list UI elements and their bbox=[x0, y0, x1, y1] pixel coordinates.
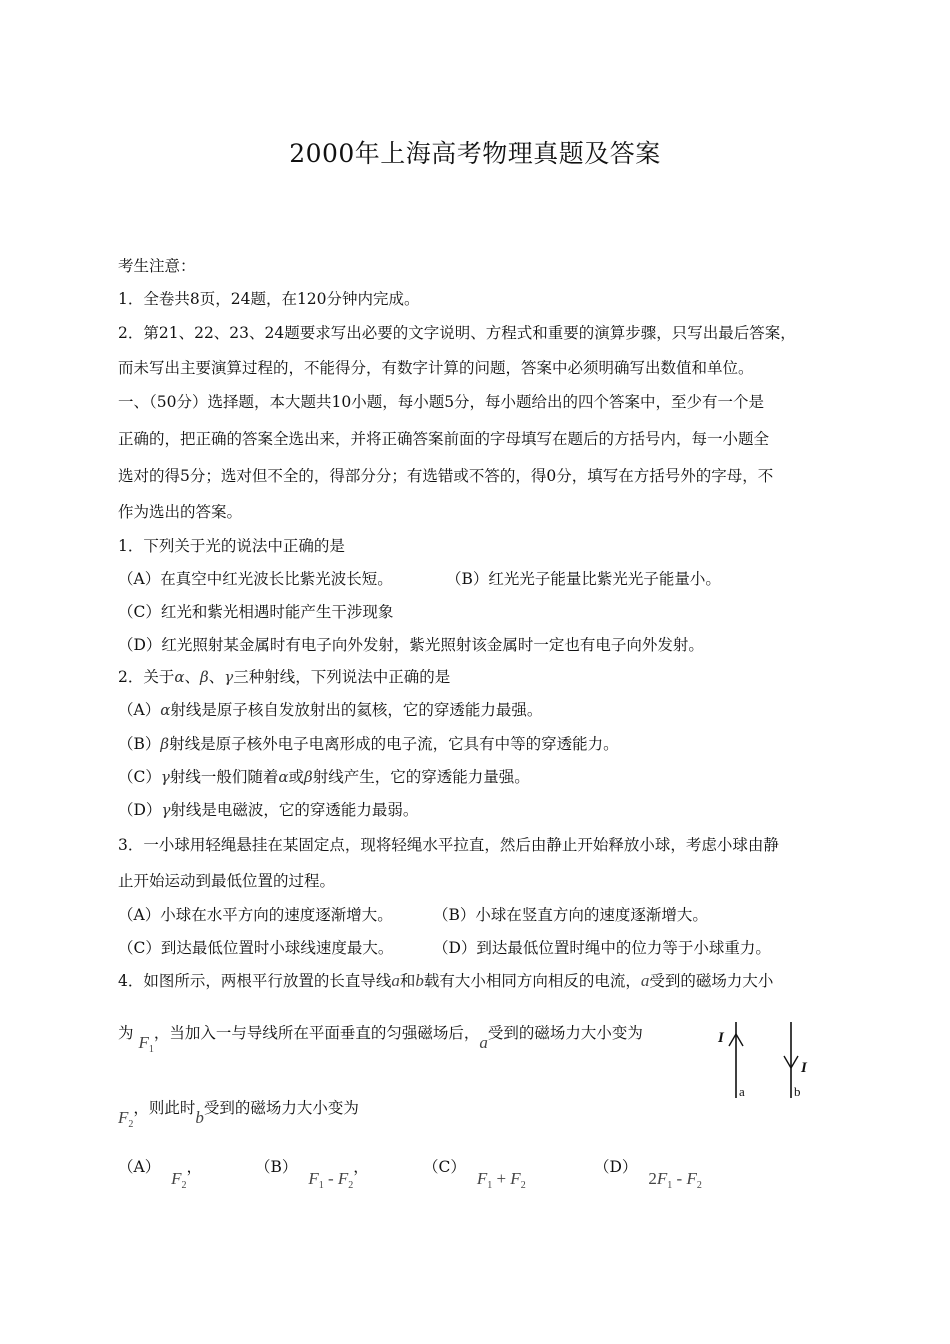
q2-b-text: 射线是原子核外电子电离形成的电子流，它具有中等的穿透能力。 bbox=[169, 735, 619, 753]
minus-sign: - bbox=[323, 1169, 338, 1188]
q2-stem-pre: 2．关于 bbox=[118, 668, 175, 686]
q4-line3-mid: ，则此时 bbox=[133, 1099, 196, 1117]
q2-a-text: 射线是原子核自发放射出的氦核，它的穿透能力最强。 bbox=[170, 701, 543, 719]
q4-line3-post: 受到的磁场力大小变为 bbox=[203, 1099, 359, 1117]
q4-line2-mid: ，当加入一与导线所在平面垂直的匀强磁场后， bbox=[153, 1024, 480, 1042]
q2-stem bbox=[118, 666, 450, 688]
minus-sign: - bbox=[672, 1169, 687, 1188]
expr-f2 bbox=[171, 1169, 187, 1191]
q2-b-label: （B） bbox=[118, 735, 161, 753]
wire-label-a: a bbox=[739, 1084, 745, 1099]
q4-stem-1 bbox=[118, 970, 773, 992]
beta-symbol: β bbox=[304, 768, 313, 786]
q1-option-b: （B）红光光子能量比紫光光子能量小。 bbox=[446, 570, 721, 588]
q4-option-b bbox=[255, 1156, 369, 1191]
var-b: b bbox=[415, 971, 424, 990]
page-title: 2000年上海高考物理真题及答案 bbox=[289, 139, 661, 168]
alpha-symbol: α bbox=[160, 701, 171, 719]
wire-label-b: b bbox=[794, 1084, 801, 1099]
q3-stem-1: 3．一小球用轻绳悬挂在某固定点，现将轻绳水平拉直，然后由静止开始释放小球，考虑小球由静 bbox=[118, 836, 779, 854]
q2-option-b bbox=[118, 733, 619, 755]
plus-sign: + bbox=[492, 1169, 511, 1188]
section-instructions-4: 作为选出的答案。 bbox=[118, 503, 243, 521]
alpha-symbol: α bbox=[278, 768, 289, 786]
var-b: b bbox=[195, 1108, 204, 1127]
q4-line2-post: 受到的磁场力大小变为 bbox=[487, 1024, 643, 1042]
subscript-1: 1 bbox=[487, 1180, 493, 1191]
q4-stem-c: 受到的磁场力大小 bbox=[649, 972, 774, 990]
q3-option-b: （B）小球在竖直方向的速度逐渐增大。 bbox=[433, 906, 708, 924]
q4-c-label: （C） bbox=[423, 1158, 466, 1176]
expr-2f1-minus-f2 bbox=[648, 1169, 702, 1191]
var-f: F bbox=[476, 1169, 488, 1188]
alpha-symbol: α bbox=[174, 668, 185, 686]
notice-item-1: 1．全卷共8页，24题，在120分钟内完成。 bbox=[118, 290, 420, 308]
gamma-symbol: γ bbox=[224, 668, 234, 686]
beta-symbol: β bbox=[160, 735, 170, 753]
expr-f1-minus-f2 bbox=[308, 1169, 354, 1191]
subscript-2: 2 bbox=[520, 1180, 526, 1191]
var-f2 bbox=[118, 1108, 134, 1130]
var-f: F bbox=[308, 1169, 319, 1188]
q2-option-d bbox=[118, 799, 418, 821]
q1-option-c: （C）红光和紫光相遇时能产生干涉现象 bbox=[118, 603, 394, 621]
q1-stem: 1．下列关于光的说法中正确的是 bbox=[118, 537, 345, 555]
q3-option-c: （C）到达最低位置时小球线速度最大。 bbox=[118, 939, 394, 957]
q2-option-c bbox=[118, 766, 530, 788]
current-label-b: I bbox=[801, 1060, 807, 1076]
var-f: F bbox=[686, 1169, 697, 1188]
q2-c-text-1: 射线一般们随着 bbox=[169, 768, 279, 786]
q2-sep-2: 、 bbox=[208, 668, 225, 686]
expr-f1-plus-f2 bbox=[476, 1169, 526, 1191]
q1-option-d: （D）红光照射某金属时有电子向外发射，紫光照射该金属时一定也有电子向外发射。 bbox=[118, 636, 704, 654]
current-label-a: I bbox=[718, 1030, 724, 1046]
q2-c-label: （C） bbox=[118, 768, 161, 786]
parallel-wires-figure bbox=[712, 1020, 822, 1100]
q4-line2-pre: 为 bbox=[118, 1024, 134, 1042]
q4-and: 和 bbox=[399, 972, 416, 990]
q2-d-label: （D） bbox=[118, 801, 162, 819]
subscript-2: 2 bbox=[181, 1180, 187, 1191]
coefficient-2: 2 bbox=[648, 1169, 657, 1188]
subscript-2: 2 bbox=[128, 1119, 134, 1130]
q2-a-label: （A） bbox=[118, 701, 161, 719]
subscript-1: 1 bbox=[667, 1180, 673, 1191]
q2-stem-post: 三种射线，下列说法中正确的是 bbox=[233, 668, 451, 686]
gamma-symbol: γ bbox=[160, 768, 170, 786]
q4-stem-2 bbox=[118, 1022, 643, 1055]
beta-symbol: β bbox=[200, 668, 209, 686]
notice-item-2-cont: 而未写出主要演算过程的，不能得分，有数字计算的问题，答案中必须明确写出数值和单位。 bbox=[118, 359, 754, 377]
subscript-2: 2 bbox=[696, 1180, 702, 1191]
gamma-symbol: γ bbox=[161, 801, 171, 819]
var-a: a bbox=[479, 1033, 488, 1052]
comma: ， bbox=[186, 1158, 203, 1176]
var-a: a bbox=[640, 971, 650, 990]
var-f: F bbox=[171, 1169, 182, 1188]
notice-item-2: 2．第21、22、23、24题要求写出必要的文字说明、方程式和重要的演算步骤，只写出最后答案， bbox=[118, 324, 796, 342]
notice-heading: 考生注意： bbox=[118, 257, 196, 275]
q4-b-label: （B） bbox=[255, 1158, 298, 1176]
q4-a-label: （A） bbox=[118, 1158, 161, 1176]
subscript-1: 1 bbox=[148, 1044, 154, 1055]
q1-option-a: （A）在真空中红光波长比紫光波长短。 bbox=[118, 570, 393, 588]
q2-c-text-3: 射线产生，它的穿透能力量强。 bbox=[312, 768, 530, 786]
var-f: F bbox=[510, 1169, 521, 1188]
q3-option-d: （D）到达最低位置时绳中的位力等于小球重力。 bbox=[433, 939, 771, 957]
q2-option-a bbox=[118, 699, 542, 721]
q3-stem-2: 止开始运动到最低位置的过程。 bbox=[118, 872, 336, 890]
q4-stem-b: 载有大小相同方向相反的电流， bbox=[423, 972, 641, 990]
subscript-2: 2 bbox=[348, 1180, 354, 1191]
var-f: F bbox=[337, 1169, 349, 1188]
q2-c-text-2: 或 bbox=[288, 768, 305, 786]
q4-stem-3 bbox=[118, 1097, 359, 1130]
q4-d-label: （D） bbox=[594, 1158, 638, 1176]
var-f: F bbox=[118, 1108, 129, 1127]
section-instructions-2: 正确的，把正确的答案全选出来，并将正确答案前面的字母填写在题后的方括号内，每一小题全 bbox=[118, 430, 770, 448]
q4-option-a bbox=[118, 1156, 203, 1191]
comma: ， bbox=[353, 1158, 369, 1176]
section-instructions-3: 选对的得5分；选对但不全的，得部分分；有选错或不答的，得0分，填写在方括号外的字母，不 bbox=[118, 467, 774, 485]
var-a: a bbox=[391, 971, 400, 990]
var-f1 bbox=[138, 1033, 154, 1055]
q2-d-text: 射线是电磁波，它的穿透能力最弱。 bbox=[170, 801, 419, 819]
var-f: F bbox=[656, 1169, 668, 1188]
q3-option-a: （A）小球在水平方向的速度逐渐增大。 bbox=[118, 906, 393, 924]
q2-sep-1: 、 bbox=[184, 668, 201, 686]
q4-option-c bbox=[423, 1156, 526, 1191]
var-f: F bbox=[138, 1033, 149, 1052]
section-instructions-1: 一、（50分）选择题，本大题共10小题，每小题5分，每小题给出的四个答案中，至少有一个是 bbox=[118, 393, 765, 411]
q4-stem-a: 4．如图所示，两根平行放置的长直导线 bbox=[118, 972, 392, 990]
q4-option-d bbox=[594, 1156, 702, 1191]
subscript-1: 1 bbox=[318, 1180, 324, 1191]
